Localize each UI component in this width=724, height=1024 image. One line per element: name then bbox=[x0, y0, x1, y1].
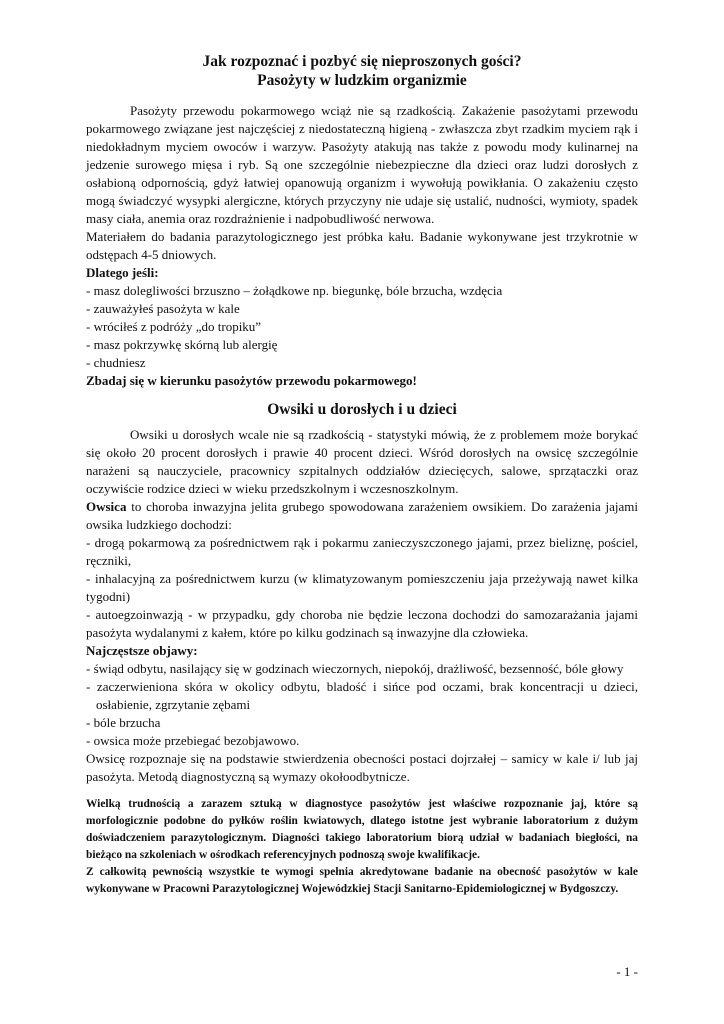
material-paragraph: Materiałem do badania parazytologicznego jest próbka kału. Badanie wykonywane jest trzykrotnie w odstępach 4-5 dniowych. bbox=[86, 229, 638, 262]
symptom-item: - bóle brzucha bbox=[86, 715, 161, 730]
owsica-definition-text: to choroba inwazyjna jelita grubego spowodowana zarażeniem owsikiem. Do zarażenia jajami owsika ludzkiego dochodzi: bbox=[86, 499, 638, 532]
diagnosis-paragraph: Owsicę rozpoznaje się na podstawie stwierdzenia obecności postaci dojrzałej – samicy w kale i/ lub jaj pasożyta. Metodą diagnostyczną są wymazy okołoodbytnicze. bbox=[86, 751, 638, 784]
if-list-item: - masz dolegliwości brzuszno – żołądkowe np. biegunkę, bóle brzucha, wzdęcia bbox=[86, 283, 503, 298]
symptom-item: - owsica może przebiegać bezobjawowo. bbox=[86, 733, 300, 748]
document-page bbox=[86, 52, 638, 898]
route-item: - autoegzoinwazją - w przypadku, gdy choroba nie będzie leczona dochodzi do samozarażania jajami pasożyta wydalanymi z kałem, które po kilku godzinach są inwazyjne dla człowieka. bbox=[86, 607, 638, 640]
owsiki-intro-paragraph: Owsiki u dorosłych wcale nie są rzadkością - statystyki mówią, że z problemem może borykać się około 20 procent dorosłych i prawie 40 procent dzieci. Wśród dorosłych na owsicę szczególnie narażeni są nauczyciele, pracownicy szpitalnych oddziałów dziecięcych, salowe, sprzątaczki oraz oczywiście rodzice dzieci w wieku przedszkolnym i wczesnoszkolnym. bbox=[86, 427, 638, 496]
lab-note: Wielką trudnością a zarazem sztuką w diagnostyce pasożytów jest właściwe rozpoznanie jaj, które są morfologicznie podobne do pyłków roślin kwiatowych, dlatego istotne jest wybranie laboratorium z dużym doświadczeniem parazytologicznym. Diagności takiego laboratorium biorą udział w badaniach biegłości, na bieżąco na szkoleniach w ośrodkach referencyjnych podnoszą swoje kwalifikacje. bbox=[86, 798, 638, 861]
page-number: - 1 - bbox=[616, 964, 638, 979]
call-to-action: Zbadaj się w kierunku pasożytów przewodu pokarmowego! bbox=[86, 373, 417, 388]
symptoms-heading: Najczęstsze objawy: bbox=[86, 643, 198, 658]
section-title-owsiki: Owsiki u dorosłych i u dzieci bbox=[267, 401, 457, 418]
symptom-item: - świąd odbytu, nasilający się w godzinach wieczornych, niepokój, drażliwość, bezsenność, bóle głowy bbox=[86, 661, 624, 676]
if-list-item: - wróciłeś z podróży „do tropiku” bbox=[86, 319, 262, 334]
if-list-item: - chudniesz bbox=[86, 355, 146, 370]
route-item: - inhalacyjną za pośrednictwem kurzu (w klimatyzowanym pomieszczeniu jaja przeżywają nawet kilka tygodni) bbox=[86, 571, 638, 604]
intro-paragraph: Pasożyty przewodu pokarmowego wciąż nie są rzadkością. Zakażenie pasożytami przewodu pokarmowego związane jest najczęściej z niedostateczną higieną - zwłaszcza zbyt rzadkim myciem rąk i niedokładnym myciem owoców i warzyw. Pasożyty atakują nas także z powodu mody kulinarnej na jedzenie surowego mięsa i ryb. Są one szczególnie niebezpieczne dla dzieci oraz ludzi dorosłych z osłabioną odpornością, gdyż łatwiej opanowują organizm i wywołują powikłania. O zakażeniu często mogą świadczyć wysypki alergiczne, których przyczyny nie udaje się ustalić, nudności, wymioty, spadek masy ciała, anemia oraz rozdrażnienie i nadpobudliwość nerwowa. bbox=[86, 103, 638, 226]
route-item: - drogą pokarmową za pośrednictwem rąk i pokarmu zanieczyszczonego jajami, przez bieliznę, pościel, ręczniki, bbox=[86, 535, 638, 568]
accreditation-note: Z całkowitą pewnością wszystkie te wymogi spełnia akredytowane badanie na obecność pasożytów w kale wykonywane w Pracowni Parazytologicznej Wojewódzkiej Stacji Sanitarno-Epidemiologicznej w Bydgoszczy. bbox=[86, 866, 638, 895]
symptom-item: - zaczerwieniona skóra w okolicy odbytu, bladość i sińce pod oczami, brak koncentracji u dzieci, osłabienie, zgrzytanie zębami bbox=[86, 679, 638, 712]
if-list-item: - zauważyłeś pasożyta w kale bbox=[86, 301, 240, 316]
title-line-2: Pasożyty w ludzkim organizmie bbox=[257, 72, 467, 89]
owsica-term: Owsica bbox=[86, 499, 127, 514]
if-list-item: - masz pokrzywkę skórną lub alergię bbox=[86, 337, 278, 352]
title-line-1: Jak rozpoznać i pozbyć się nieproszonych gości? bbox=[202, 53, 522, 70]
if-heading: Dlatego jeśli: bbox=[86, 265, 159, 280]
owsica-definition bbox=[86, 498, 638, 534]
